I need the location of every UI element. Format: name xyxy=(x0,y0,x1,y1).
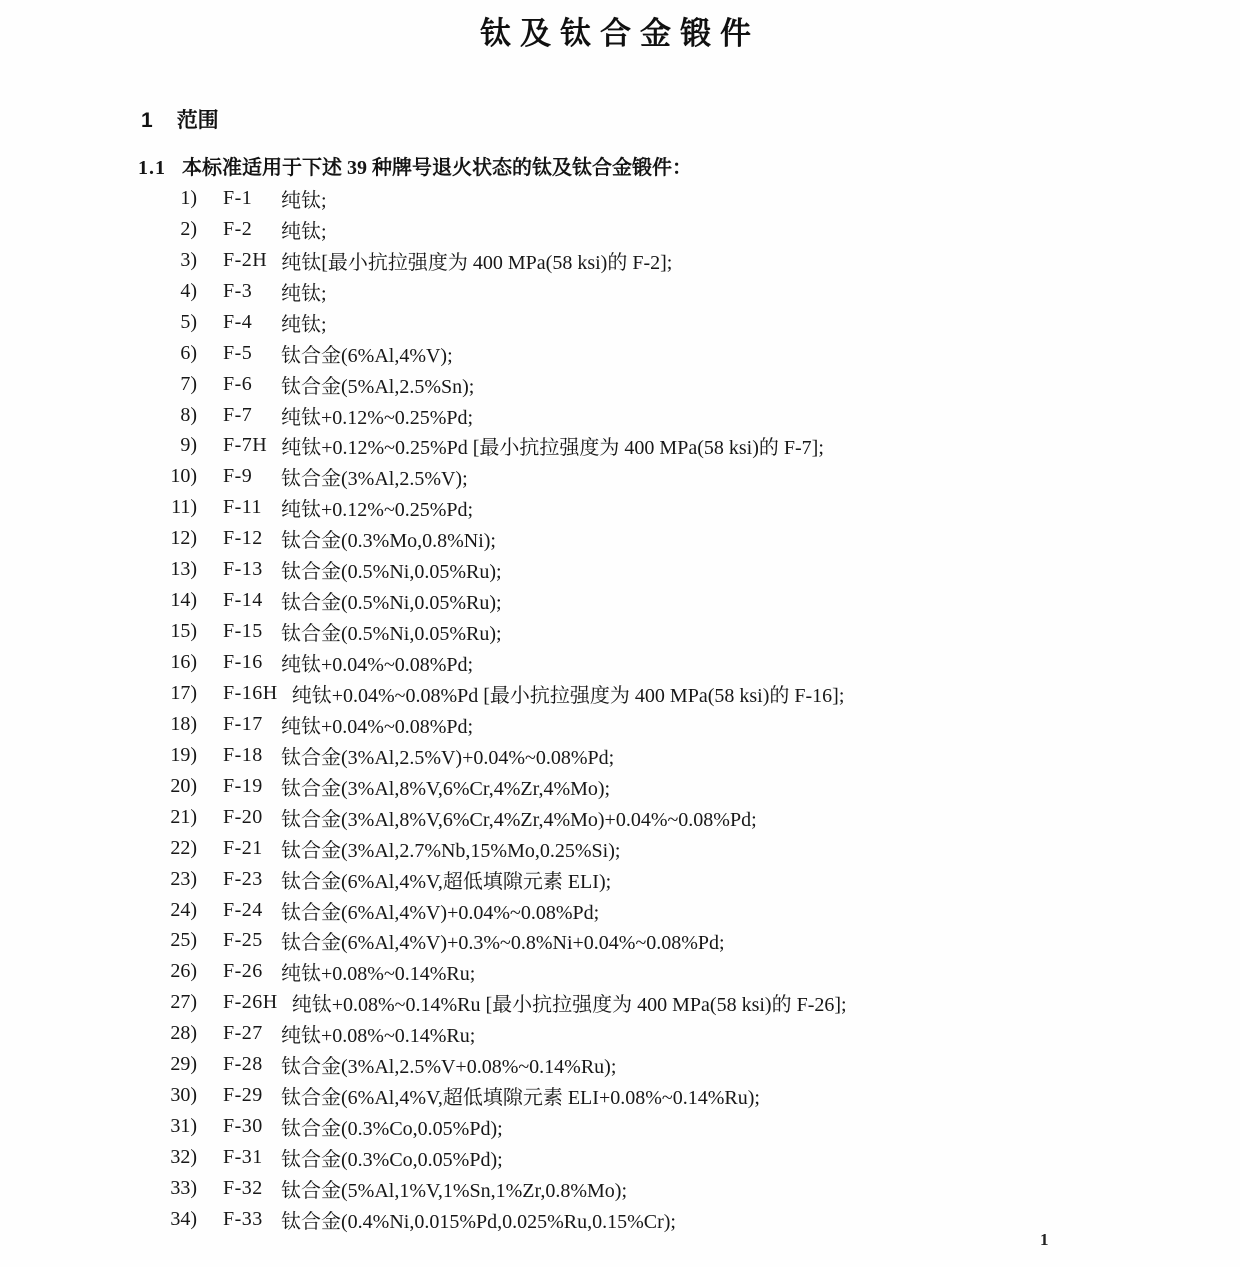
item-number: 20) xyxy=(170,774,197,797)
grade-description: 钛合金(6%Al,4%V)+0.04%~0.08%Pd; xyxy=(281,901,600,924)
item-number: 12) xyxy=(170,527,197,550)
item-number: 2) xyxy=(180,217,197,240)
list-item xyxy=(155,709,1155,740)
section-heading xyxy=(141,104,219,134)
list-item xyxy=(155,1018,1155,1049)
grade-description: 钛合金(6%Al,4%V,超低填隙元素 ELI+0.08%~0.14%Ru); xyxy=(281,1087,760,1110)
item-number: 6) xyxy=(180,341,197,364)
grade-code: F-20 xyxy=(223,805,263,828)
grade-code: F-4 xyxy=(223,310,253,333)
grade-code: F-3 xyxy=(223,279,253,302)
grade-description: 纯钛; xyxy=(281,282,327,305)
grade-code: F-5 xyxy=(223,341,253,364)
item-number: 21) xyxy=(170,805,197,828)
grade-description: 纯钛+0.04%~0.08%Pd; xyxy=(281,715,474,738)
grade-description: 钛合金(0.5%Ni,0.05%Ru); xyxy=(281,561,502,584)
item-number: 16) xyxy=(170,651,197,674)
section-number: 1 xyxy=(141,109,153,132)
grade-description: 纯钛+0.12%~0.25%Pd; xyxy=(281,499,474,522)
grade-code: F-6 xyxy=(223,372,253,395)
grade-description: 钛合金(0.3%Mo,0.8%Ni); xyxy=(281,530,496,553)
item-number: 11) xyxy=(171,496,197,519)
list-item xyxy=(155,369,1155,400)
grade-description: 纯钛+0.04%~0.08%Pd; xyxy=(281,654,474,677)
item-number: 33) xyxy=(170,1176,197,1199)
grade-code: F-2H xyxy=(223,248,268,271)
item-number: 23) xyxy=(170,867,197,890)
list-item xyxy=(155,400,1155,431)
list-item xyxy=(155,492,1155,523)
list-item xyxy=(155,585,1155,616)
item-number: 26) xyxy=(170,960,197,983)
grade-description: 纯钛+0.12%~0.25%Pd [最小抗拉强度为 400 MPa(58 ksi)的 F-7]; xyxy=(281,437,824,460)
grade-description: 钛合金(0.4%Ni,0.015%Pd,0.025%Ru,0.15%Cr); xyxy=(281,1210,676,1233)
grade-description: 钛合金(3%Al,2.5%V+0.08%~0.14%Ru); xyxy=(281,1056,617,1079)
grade-code: F-2 xyxy=(223,217,253,240)
page-number: 1 xyxy=(1040,1230,1049,1249)
grade-description: 纯钛+0.08%~0.14%Ru; xyxy=(281,1025,476,1048)
list-item xyxy=(155,895,1155,926)
grade-code: F-27 xyxy=(223,1022,263,1045)
grade-code: F-16 xyxy=(223,651,263,674)
grade-code: F-7H xyxy=(223,434,268,457)
item-number: 13) xyxy=(170,558,197,581)
item-number: 32) xyxy=(170,1146,197,1169)
list-item xyxy=(155,678,1155,709)
item-number: 27) xyxy=(170,991,197,1014)
item-number: 17) xyxy=(170,681,197,704)
item-number: 25) xyxy=(170,929,197,952)
grade-description: 钛合金(5%Al,2.5%Sn); xyxy=(281,375,475,398)
grade-description: 纯钛; xyxy=(281,220,327,243)
list-item xyxy=(155,1204,1155,1235)
grade-code: F-26 xyxy=(223,960,263,983)
list-item xyxy=(155,523,1155,554)
grade-description: 纯钛+0.12%~0.25%Pd; xyxy=(281,406,474,429)
item-number: 10) xyxy=(170,465,197,488)
clause-number: 1.1 xyxy=(138,157,166,179)
grade-description: 钛合金(6%Al,4%V); xyxy=(281,344,453,367)
grade-description: 纯钛[最小抗拉强度为 400 MPa(58 ksi)的 F-2]; xyxy=(281,251,673,274)
item-number: 19) xyxy=(170,743,197,766)
clause-scope xyxy=(138,151,692,180)
grade-code: F-11 xyxy=(223,496,263,519)
item-number: 9) xyxy=(180,434,197,457)
grade-description: 钛合金(5%Al,1%V,1%Sn,1%Zr,0.8%Mo); xyxy=(281,1179,628,1202)
list-item xyxy=(155,771,1155,802)
item-number: 8) xyxy=(180,403,197,426)
item-number: 30) xyxy=(170,1084,197,1107)
grade-code: F-31 xyxy=(223,1146,263,1169)
grade-description: 钛合金(3%Al,2.7%Nb,15%Mo,0.25%Si); xyxy=(281,839,621,862)
item-number: 29) xyxy=(170,1053,197,1076)
list-item xyxy=(155,431,1155,462)
list-item xyxy=(155,1049,1155,1080)
list-item xyxy=(155,461,1155,492)
grade-code: F-7 xyxy=(223,403,253,426)
grade-description: 钛合金(3%Al,8%V,6%Cr,4%Zr,4%Mo)+0.04%~0.08%Pd; xyxy=(281,808,757,831)
item-number: 22) xyxy=(170,836,197,859)
grade-code: F-21 xyxy=(223,836,263,859)
grade-description: 钛合金(3%Al,2.5%V); xyxy=(281,468,468,491)
grade-description: 钛合金(3%Al,8%V,6%Cr,4%Zr,4%Mo); xyxy=(281,777,611,800)
list-item xyxy=(155,740,1155,771)
grade-code: F-25 xyxy=(223,929,263,952)
grade-code: F-14 xyxy=(223,589,263,612)
list-item xyxy=(155,647,1155,678)
grade-code: F-28 xyxy=(223,1053,263,1076)
grade-code: F-17 xyxy=(223,712,263,735)
item-number: 18) xyxy=(170,712,197,735)
list-item xyxy=(155,214,1155,245)
grade-description: 纯钛+0.08%~0.14%Ru [最小抗拉强度为 400 MPa(58 ksi)的 F-26]; xyxy=(291,994,847,1017)
item-number: 31) xyxy=(170,1115,197,1138)
list-item xyxy=(155,554,1155,585)
item-number: 7) xyxy=(180,372,197,395)
grade-code: F-15 xyxy=(223,620,263,643)
item-number: 3) xyxy=(180,248,197,271)
list-item xyxy=(155,864,1155,895)
list-item xyxy=(155,338,1155,369)
item-number: 28) xyxy=(170,1022,197,1045)
list-item xyxy=(155,616,1155,647)
grade-code: F-26H xyxy=(223,991,278,1014)
grade-description: 纯钛; xyxy=(281,313,327,336)
list-item xyxy=(155,1111,1155,1142)
grade-code: F-13 xyxy=(223,558,263,581)
grade-code: F-19 xyxy=(223,774,263,797)
grade-code: F-24 xyxy=(223,898,263,921)
list-item xyxy=(155,926,1155,957)
clause-text: 本标准适用于下述 39 种牌号退火状态的钛及钛合金锻件： xyxy=(182,157,692,179)
list-item xyxy=(155,802,1155,833)
item-number: 14) xyxy=(170,589,197,612)
grade-list xyxy=(155,183,1155,1235)
grade-description: 钛合金(6%Al,4%V,超低填隙元素 ELI); xyxy=(281,870,612,893)
grade-description: 纯钛; xyxy=(281,189,327,212)
grade-code: F-1 xyxy=(223,186,253,209)
grade-code: F-18 xyxy=(223,743,263,766)
grade-description: 钛合金(0.5%Ni,0.05%Ru); xyxy=(281,623,502,646)
grade-description: 钛合金(0.5%Ni,0.05%Ru); xyxy=(281,592,502,615)
section-label: 范围 xyxy=(176,109,219,132)
grade-code: F-9 xyxy=(223,465,253,488)
list-item xyxy=(155,1173,1155,1204)
grade-description: 钛合金(6%Al,4%V)+0.3%~0.8%Ni+0.04%~0.08%Pd; xyxy=(281,932,725,955)
list-item xyxy=(155,307,1155,338)
list-item xyxy=(155,1142,1155,1173)
grade-description: 纯钛+0.08%~0.14%Ru; xyxy=(281,963,476,986)
list-item xyxy=(155,987,1155,1018)
grade-description: 纯钛+0.04%~0.08%Pd [最小抗拉强度为 400 MPa(58 ksi)的 F-16]; xyxy=(291,684,845,707)
list-item xyxy=(155,245,1155,276)
item-number: 5) xyxy=(180,310,197,333)
list-item xyxy=(155,833,1155,864)
list-item xyxy=(155,1080,1155,1111)
grade-code: F-33 xyxy=(223,1207,263,1230)
grade-description: 钛合金(0.3%Co,0.05%Pd); xyxy=(281,1118,503,1141)
item-number: 1) xyxy=(180,186,197,209)
page-title: 钛及钛合金锻件 xyxy=(480,16,760,51)
grade-code: F-16H xyxy=(223,681,278,704)
grade-code: F-29 xyxy=(223,1084,263,1107)
grade-code: F-23 xyxy=(223,867,263,890)
grade-description: 钛合金(3%Al,2.5%V)+0.04%~0.08%Pd; xyxy=(281,746,615,769)
item-number: 24) xyxy=(170,898,197,921)
list-item xyxy=(155,183,1155,214)
item-number: 15) xyxy=(170,620,197,643)
list-item xyxy=(155,276,1155,307)
list-item xyxy=(155,956,1155,987)
item-number: 4) xyxy=(180,279,197,302)
grade-code: F-32 xyxy=(223,1176,263,1199)
grade-code: F-30 xyxy=(223,1115,263,1138)
grade-description: 钛合金(0.3%Co,0.05%Pd); xyxy=(281,1149,503,1172)
item-number: 34) xyxy=(170,1207,197,1230)
grade-code: F-12 xyxy=(223,527,263,550)
